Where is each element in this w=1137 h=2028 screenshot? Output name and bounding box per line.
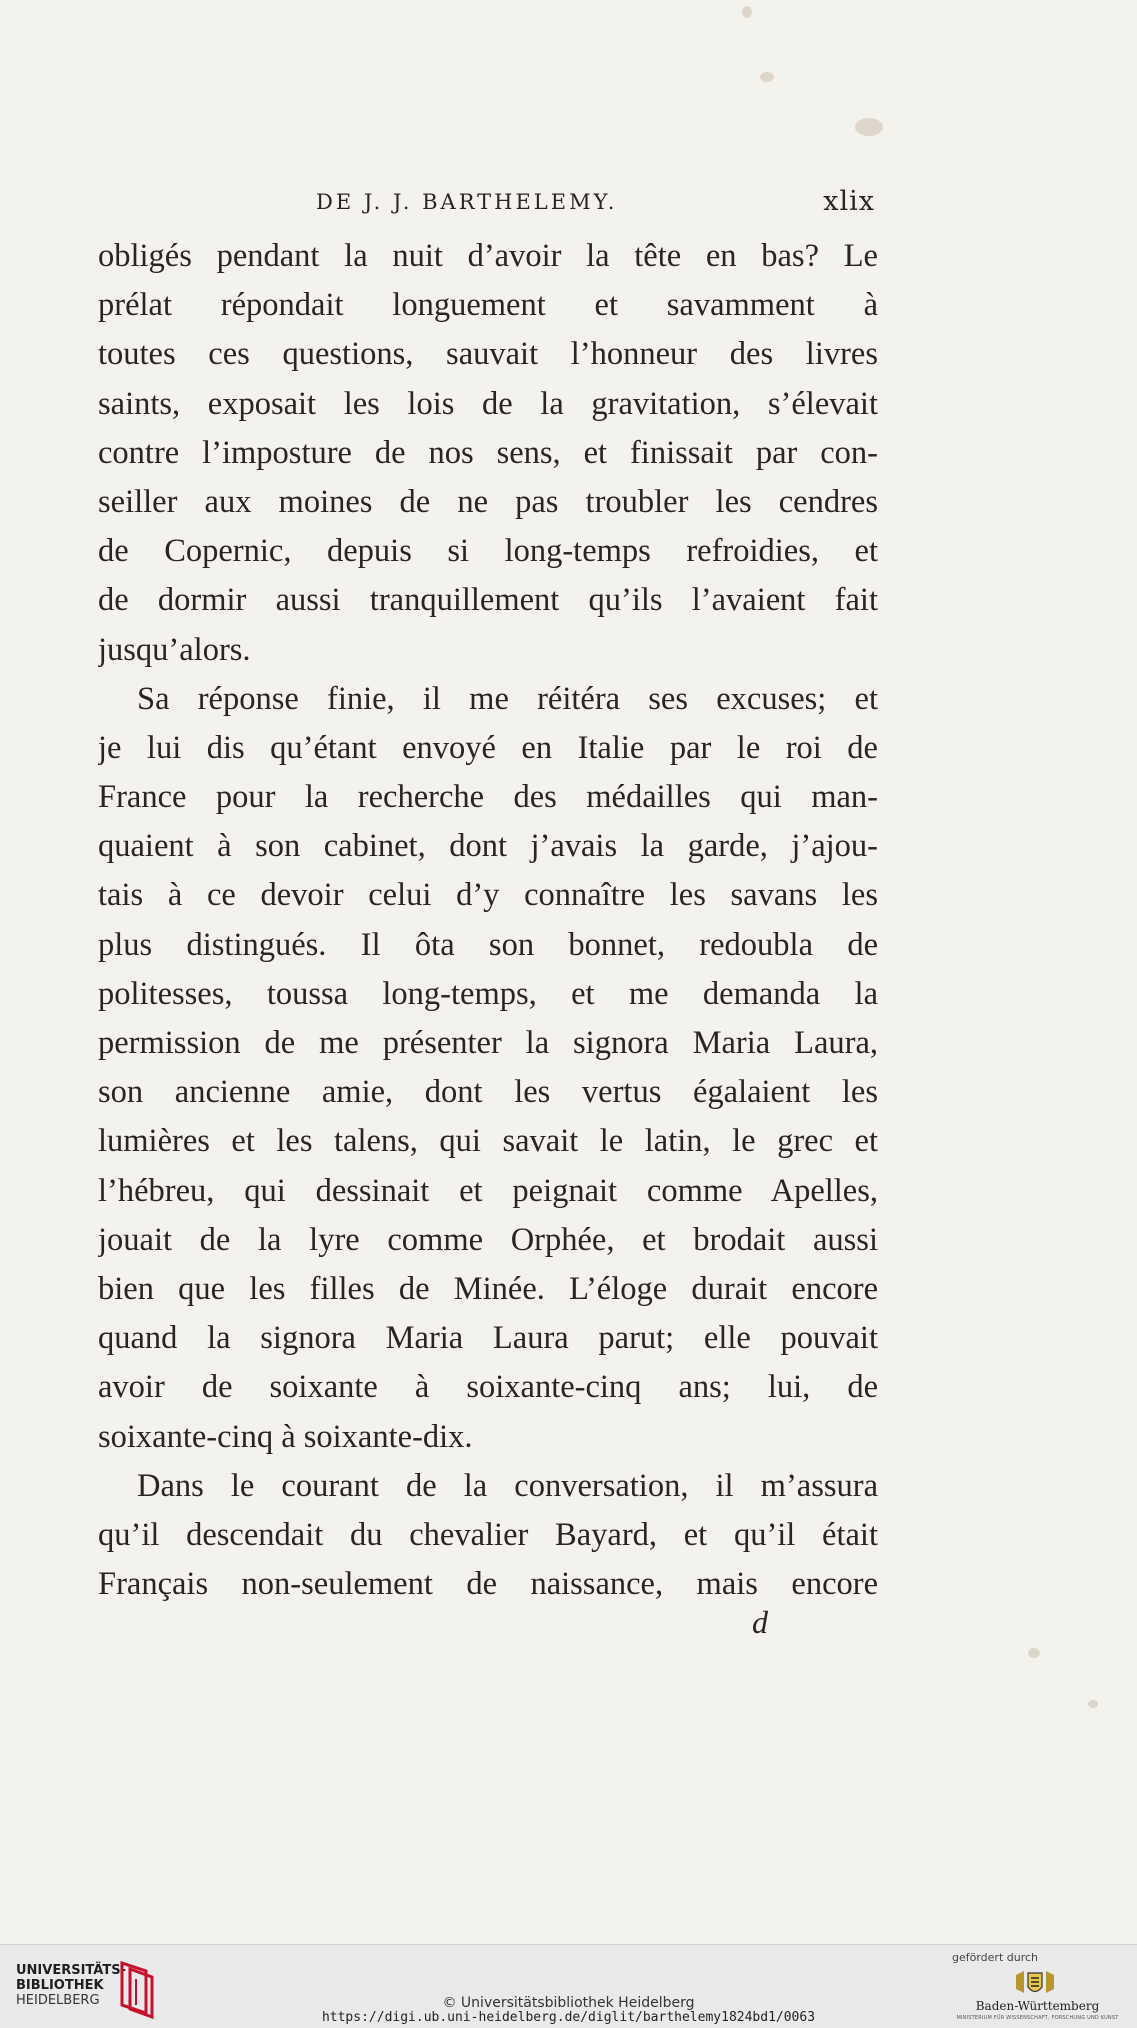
foxing-spot xyxy=(760,72,774,82)
page-header xyxy=(300,186,875,226)
sponsor-name: Baden-Württemberg xyxy=(975,1999,1100,2013)
text-line: plus distingués. Il ôta son bonnet, redoubla de xyxy=(98,926,878,963)
text-line: prélat répondait longuement et savamment à xyxy=(98,287,878,324)
text-line: toutes ces questions, sauvait l’honneur des livres xyxy=(98,336,878,373)
sponsor-label: gefördert durch xyxy=(952,1951,1039,1964)
text-line: contre l’imposture de nos sens, et finissait par con- xyxy=(98,434,878,471)
text-line: l’hébreu, qui dessinait et peignait comme Apelles, xyxy=(98,1172,878,1209)
text-line: lumières et les talens, qui savait le latin, le grec et xyxy=(98,1123,878,1160)
text-line: son ancienne amie, dont les vertus égalaient les xyxy=(98,1074,878,1111)
text-line: Français non-seulement de naissance, mais encore xyxy=(98,1566,878,1603)
sponsor-block[interactable] xyxy=(950,1951,1125,2026)
text-line: permission de me présenter la signora Maria Laura, xyxy=(98,1025,878,1061)
text-line: saints, exposait les lois de la gravitation, s’élevait xyxy=(98,385,878,422)
sponsor-ministry: MINISTERIUM FÜR WISSENSCHAFT, FORSCHUNG UND KUNST xyxy=(956,2015,1119,2021)
text-line: je lui dis qu’étant envoyé en Italie par le roi de xyxy=(98,729,878,766)
viewer-footer xyxy=(0,1944,1137,2028)
library-name-line: BIBLIOTHEK xyxy=(16,1978,104,1993)
signature-mark: d xyxy=(752,1604,768,1640)
text-line: soixante-cinq à soixante-dix. xyxy=(98,1418,473,1455)
text-line: de Copernic, depuis si long-temps refroidies, et xyxy=(98,533,878,570)
running-head: DE J. J. BARTHELEMY. xyxy=(316,190,618,214)
permalink-url[interactable]: https://digi.ub.uni-heidelberg.de/diglit/barthelemy1824bd1/0063 xyxy=(321,2010,816,2025)
text-line: bien que les filles de Minée. L’éloge durait encore xyxy=(98,1270,878,1307)
body-text xyxy=(98,232,878,1609)
foxing-spot xyxy=(855,118,883,136)
text-line: tais à ce devoir celui d’y connaître les savans les xyxy=(98,877,878,914)
foxing-spot xyxy=(1088,1700,1098,1708)
library-name-line: UNIVERSITÄTS- xyxy=(16,1963,126,1978)
text-line: qu’il descendait du chevalier Bayard, et qu’il était xyxy=(98,1516,878,1553)
text-line: France pour la recherche des médailles qui man- xyxy=(98,779,878,816)
page-number: xlix xyxy=(823,186,875,217)
text-line: jusqu’alors. xyxy=(98,631,251,668)
text-line: politesses, toussa long-temps, et me demanda la xyxy=(98,975,878,1012)
copyright-notice: © Universitätsbibliothek Heidelberg xyxy=(442,1995,695,2011)
text-line: jouait de la lyre comme Orphée, et brodait aussi xyxy=(98,1221,878,1258)
text-line: avoir de soixante à soixante-cinq ans; lui, de xyxy=(98,1369,878,1406)
foxing-spot xyxy=(742,6,752,18)
library-city: HEIDELBERG xyxy=(16,1993,100,2008)
text-line: Sa réponse finie, il me réitéra ses excuses; et xyxy=(137,680,878,717)
text-line: quand la signora Maria Laura parut; elle pouvait xyxy=(98,1320,878,1357)
text-line: de dormir aussi tranquillement qu’ils l’avaient fait xyxy=(98,582,878,619)
text-line: obligés pendant la nuit d’avoir la tête en bas? Le xyxy=(98,238,878,274)
text-line: seiller aux moines de ne pas troubler les cendres xyxy=(98,483,878,520)
state-crest-icon xyxy=(1012,1969,1058,1997)
foxing-spot xyxy=(1028,1648,1040,1658)
text-line: quaient à son cabinet, dont j’avais la garde, j’ajou- xyxy=(98,828,878,865)
text-line: Dans le courant de la conversation, il m’assura xyxy=(137,1467,878,1504)
